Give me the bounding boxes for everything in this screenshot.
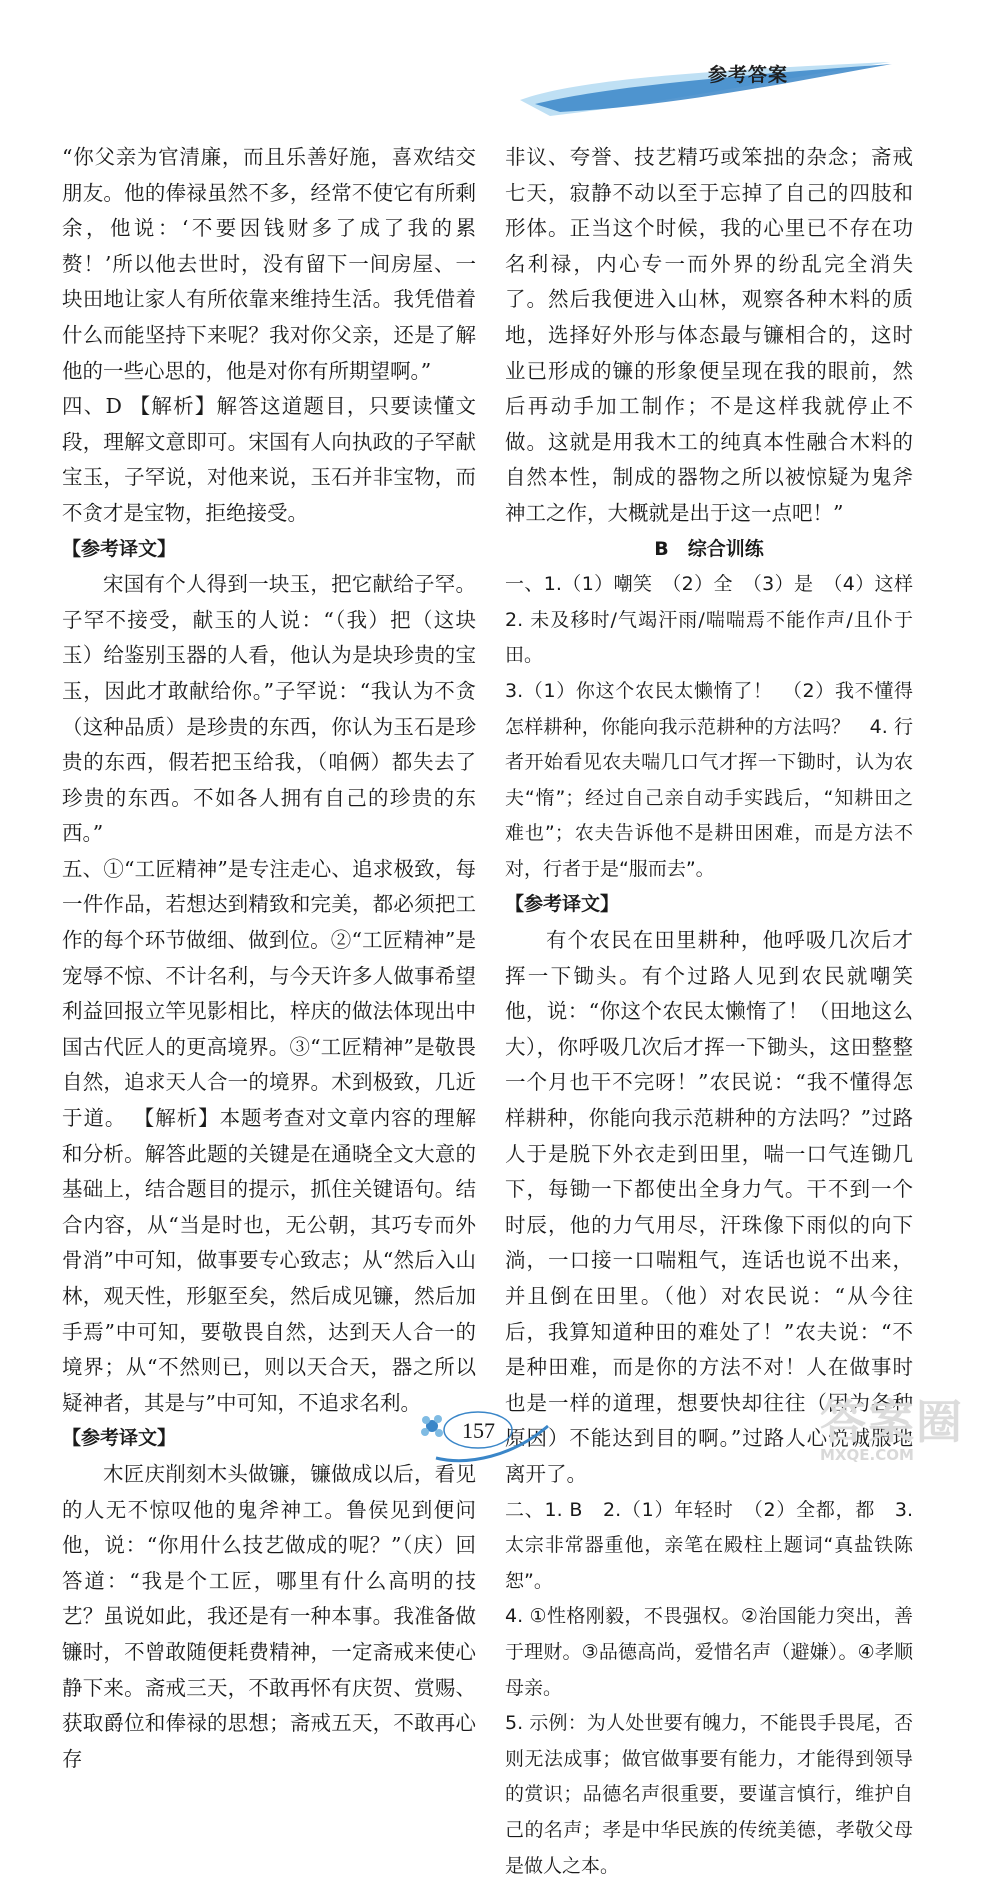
answer-two-four: 4. ①性格刚毅，不畏强权。②治国能力突出，善于理财。③品德高尚，爱惜名声（避嫌）。④孝顺母亲。 — [505, 1605, 913, 1699]
reference-translation-heading: 【参考译文】 — [62, 1427, 177, 1450]
answer-one: 一、1.（1）嘲笑 （2）全 （3）是 （4）这样 2. 未及移时/气竭汗雨/喘喘焉不能作声/且仆于田。 — [505, 573, 933, 667]
reference-translation-heading: 【参考译文】 — [62, 537, 177, 560]
section-b-heading: B 综合训练 — [654, 537, 764, 560]
answer-two: 二、1. B 2.（1）年轻时 （2）全都，都 3. 太宗非常器重他，亲笔在殿柱上题词“真盐铁陈恕”。 — [505, 1498, 913, 1592]
right-column — [505, 140, 933, 1884]
paragraph: 非议、夸誉、技艺精巧或笨拙的杂念；斋戒七天，寂静不动以至于忘掉了自己的四肢和形体。正当这个时候，我的心里已不存在功名利禄，内心专一而外界的纷乱完全消失了。然后我便进入山林，观察各种木料的质地，选择好外形与体态最与镰相合的，这时业已形成的镰的形象便呈现在我的眼前，然后再动手加工制作；不是这样我就停止不做。这就是用我木工的纯真本性融合木料的自然本性，制成的器物之所以被惊疑为鬼斧神工之作，大概就是出于这一点吧！” — [505, 145, 913, 525]
page-number: 157 — [462, 1418, 495, 1443]
answer-five: 五、①“工匠精神”是专注走心、追求极致，每一件作品，若想达到精致和完美，都必须把工作的每个环节做细、做到位。②“工匠精神”是宠辱不惊、不计名利，与今天许多人做事希望利益回报立竿见影相比，梓庆的做法体现出中国古代匠人的更高境界。③“工匠精神”是敬畏自然，追求天人合一的境界。术到极致，几近于道。 【解析】本题考查对文章内容的理解和分析。解答此题的关键是在通晓全文大意的基础上，结合题目的提示，抓住关键语句。结合内容，从“当是时也，无公朝，其巧专而外骨消”中可知，做事要专心致志；从“然后入山林，观天性，形躯至矣，然后成见镰，然后加手焉”中可知，要敬畏自然，达到天人合一的境界；从“不然则已，则以天合天，器之所以疑神者，其是与”中可知，不追求名利。 — [62, 856, 476, 1415]
watermark — [820, 1395, 964, 1464]
reference-translation-heading: 【参考译文】 — [505, 893, 620, 916]
answer-four: 四、D 【解析】解答这道题目，只要读懂文段，理解文意即可。宋国有人向执政的子罕献宝玉，子罕说，对他来说，玉石并非宝物，而不贪才是宝物，拒绝接受。 — [62, 394, 476, 525]
header-label: 参考答案 — [708, 64, 789, 86]
translation-paragraph: 宋国有个人得到一块玉，把它献给子罕。子罕不接受，献玉的人说：“（我）把（这块玉）给鉴别玉器的人看，他认为是块珍贵的宝玉，因此才敢献给你。”子罕说：“我认为不贪（这种品质）是珍贵的东西，你认为玉石是珍贵的东西，假若把玉给我，（咱俩）都失去了珍贵的东西。不如各人拥有自己的珍贵的东西。” — [62, 572, 476, 846]
answer-three-four: 3.（1）你这个农民太懒惰了！ （2）我不懂得怎样耕种，你能向我示范耕种的方法吗？ 4. 行者开始看见农夫喘几口气才挥一下锄时，认为农夫“惰”；经过自己亲自动手实践后，“知耕田之难也”；农夫告诉他不是耕田困难，而是方法不对，行者于是“服而去”。 — [505, 679, 913, 880]
answer-two-five: 5. 示例：为人处世要有魄力，不能畏手畏尾，否则无法成事；做官做事要有能力，才能得到领导的赏识；品德名声很重要，要谨言慎行，维护自己的名声；孝是中华民族的传统美德，孝敬父母是做人之本。 — [505, 1712, 913, 1877]
watermark-url: MXQE.COM — [820, 1446, 914, 1464]
translation-paragraph: 木匠庆削刻木头做镰，镰做成以后，看见的人无不惊叹他的鬼斧神工。鲁侯见到便问他，说：“你用什么技艺做成的呢？”（庆）回答道：“我是个工匠，哪里有什么高明的技艺？虽说如此，我还是有一种本事。我准备做镰时，不曾敢随便耗费精神，一定斋戒来使心静下来。斋戒三天，不敢再怀有庆贺、赏赐、获取爵位和俸禄的思想；斋戒五天，不敢再心存 — [62, 1461, 476, 1771]
translation-paragraph: 有个农民在田里耕种，他呼吸几次后才挥一下锄头。有个过路人见到农民就嘲笑他，说：“你这个农民太懒惰了！（田地这么大），你呼吸几次后才挥一下锄头，这田整整一个月也干不完呀！”农民说：“我不懂得怎样耕种，你能向我示范耕种的方法吗？”过路人于是脱下外衣走到田里，喘一口气连锄几下，每锄一下都使出全身力气。干不到一个时辰，他的力气用尽，汗珠像下雨似的向下淌，一口接一口喘粗气，连话也说不出来，并且倒在田里。（他）对农民说：“从今往后，我算知道种田的难处了！”农夫说：“不是种田难，而是你的方法不对！人在做事时也是一样的道理，想要快却往往（因为各种原因）不能达到目的啊。”过路人心悦诚服地离开了。 — [505, 928, 913, 1486]
watermark-logo: 答案圈 — [820, 1395, 964, 1449]
left-column — [62, 140, 476, 1777]
paragraph: “你父亲为官清廉，而且乐善好施，喜欢结交朋友。他的俸禄虽然不多，经常不使它有所剩余，他说：‘不要因钱财多了成了我的累赘！’所以他去世时，没有留下一间房屋、一块田地让家人有所依靠来维持生活。我凭借着什么而能坚持下来呢？我对你父亲，还是了解他的一些心思的，他是对你有所期望啊。” — [62, 145, 476, 383]
